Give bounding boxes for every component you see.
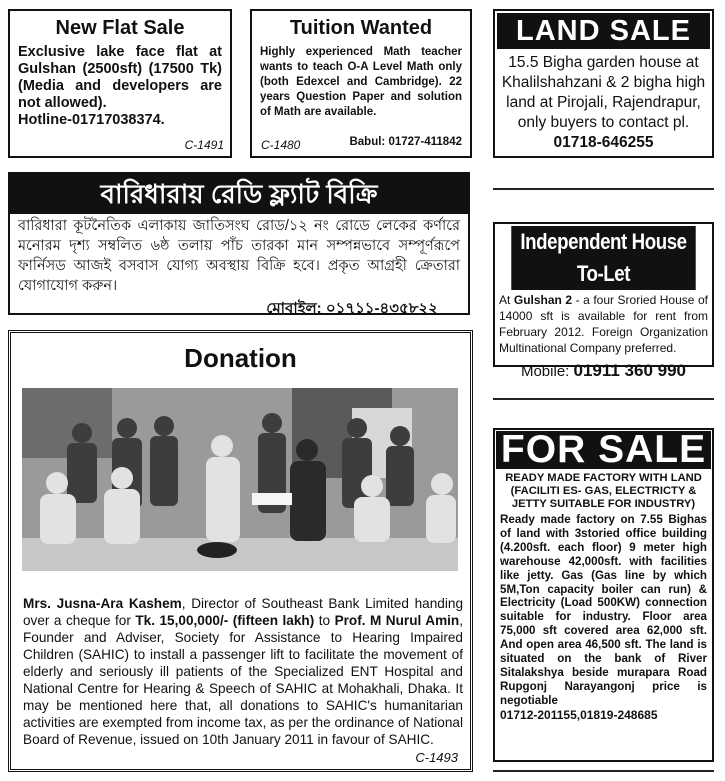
for-sale-title: FOR SALE [496,431,711,469]
house-title: Independent House To-Let [511,226,695,290]
for-sale-subtitle: READY MADE FACTORY WITH LAND (FACILITI ES- GAS, ELECTRICTY & JETTY SUITABLE FOR INDUSTRY) [505,472,702,510]
baridhara-title: বারিধারায় রেডি ফ্ল্যাট বিক্রি [10,174,468,214]
flat-sale-title: New Flat Sale [55,17,185,39]
donation-text-2: to [318,613,331,628]
ad-code: C-1491 [184,138,224,152]
house-location: Gulshan 2 [513,293,573,307]
donation-text-1: , Director of Southeast Bank Limited handing over a cheque for [23,596,464,628]
tuition-wanted-ad [250,9,472,158]
tuition-contact: Babul: 01727-411842 [349,136,462,148]
donation-title: Donation [184,343,297,373]
factory-for-sale-ad [493,428,714,762]
land-sale-title: LAND SALE [497,13,710,49]
baridhara-body: বারিধারা কূটনৈতিক এলাকায় জাতিসংঘ রোড/১২ নং রোডে লেকের কর্ণারে মনোরম দৃশ্য সম্বলিত ৬ষ্ঠ তলায় পাঁচ তারকা মান সম্পন্নভাবে সম্পূর্ণরূপে ফার্নিসড আজই বসবাস যোগ্য অবস্থায় বিক্রি হবে। প্রকৃত আগ্রহী ক্রেতারা যোগাযোগ করুন। [18,218,460,294]
tuition-title: Tuition Wanted [289,17,433,39]
house-body [495,292,712,356]
flat-sale-body [18,44,222,129]
baridhara-flat-ad [8,172,470,315]
house-mobile-label: Mobile: [520,363,570,380]
land-sale-phone: 01718-646255 [553,134,654,151]
donation-photo [22,388,458,571]
house-mobile-number: 01911 360 990 [573,361,687,380]
donation-text-3: , Founder and Adviser, Society for Assistance to Hearing Impaired Children (SAHIC) to install a passenger lift to facilitate the movement of elderly and seriously ill patients of the Specialized ENT Hospital and National Centre for Hearing & Speech of SAHIC at Mohakhali, Dhaka. It may be mentioned here that, all donations to SAHIC's humanitarian activities are exempted from income tax, as per the ordinance of National Board of Revenue, issued on 10th January 2011 in favour of SAHIC. [23,613,464,747]
land-sale-ad [493,9,714,158]
divider [493,398,714,400]
tuition-body: Highly experienced Math teacher wants to teach O-A Level Math only (both Edexcel and Cambridge). 22 years Question Paper and solution of Math are available. [260,46,462,118]
divider [493,188,714,190]
donation-amount: Tk. 15,00,000/- (fifteen lakh) [135,613,315,628]
land-sale-body [495,51,712,155]
cheque-handover-photo [22,388,458,571]
ad-code: C-1480 [261,138,301,152]
for-sale-body: Ready made factory on 7.55 Bighas of land with 3storied office building (4.200sft. each floor) 9 meter high warehouse 42,000sft. with facilities like jetty. Gas (Gas line by which 5M,Ton capacity boiler can run) & Electricity (Load 500KW) connection suitable for industry. Floor area 75,000 sft covered area 62,000 sft. And open area 46,500 sft. The land is situated on the bank of River Sitalakshya beside murapara Road Rupgonj Narayangonj price is negotiable [500,513,707,707]
house-mobile [495,361,712,381]
for-sale-phones: 01712-201155,01819-248685 [500,707,658,722]
land-sale-text: 15.5 Bigha garden house at Khalilshahzani & 2 bigha high land at Pirojali, Rajendrapur, only buyers to contact pl. [501,54,706,131]
house-to-let-ad [493,222,714,380]
flat-sale-hotline: Hotline-01717038374. [18,112,165,128]
donation-article [8,330,473,772]
donation-body [23,595,463,748]
flat-sale-text: Exclusive lake face flat at Gulshan (2500sft) (17500 Tk) (Media and developers are not allowed). [18,44,222,111]
baridhara-mobile: মোবাইল: ০১৭১১-৪৩৫৮২২ [266,300,438,317]
ad-code: C-1493 [415,750,458,765]
donor-name: Mrs. Jusna-Ara Kashem [23,596,182,611]
divider [493,770,714,772]
house-body-rest: - a four Sroried House of 14000 sft is available for rent from February 2012. Foreign Organization Multinational Company preferred. [499,293,708,355]
recipient-name: Prof. M Nurul Amin [334,613,460,628]
house-body-lead: At [499,293,511,307]
flat-sale-ad [8,9,232,158]
